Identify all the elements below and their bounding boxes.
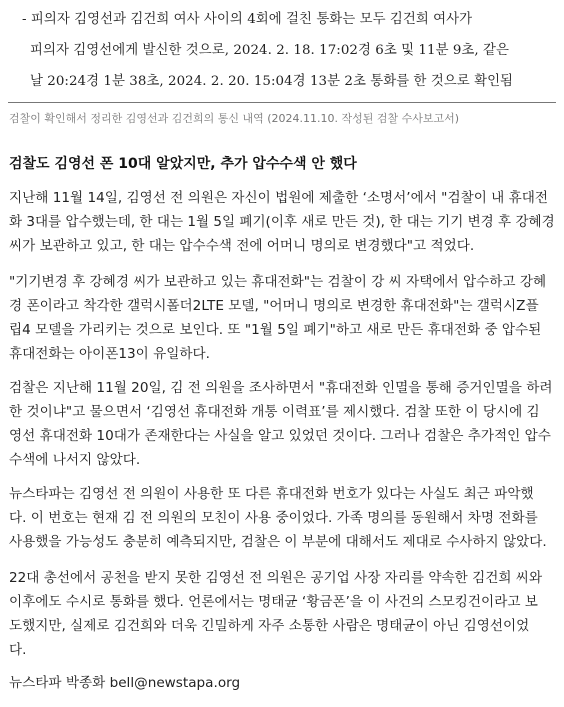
author-byline: 뉴스타파 박종화 bell@newstapa.org <box>9 675 241 691</box>
paragraph-line: 한 것이냐"고 물으면서 ‘김영선 휴대전화 개통 이력표’를 제시했다. 검찰 또한 이 당시에 김 <box>9 404 540 420</box>
image-caption: 검찰이 확인해서 정리한 김영선과 김건희의 통신 내역 (2024.11.10. 작성된 검찰 수사보고서) <box>9 112 460 125</box>
article-paragraph <box>9 566 555 662</box>
section-heading: 검찰도 김영선 폰 10대 알았지만, 추가 압수수색 안 했다 <box>9 156 357 172</box>
paragraph-line: 휴대전화는 아이폰13이 유일하다. <box>9 346 210 362</box>
paragraph-line: 화 3대를 압수했는데, 한 대는 1월 5일 폐기(이후 새로 만든 것), 한 대는 기기 변경 후 강혜경 <box>9 214 555 230</box>
paragraph-line: 사용했을 가능성도 충분히 예측되지만, 검찰은 이 부분에 대해서도 제대로 수사하지 않았다. <box>9 534 547 550</box>
paragraph-line: 수색에 나서지 않았다. <box>9 452 141 468</box>
document-line: - 피의자 김영선과 김건희 여사 사이의 4회에 걸친 통화는 모두 김건희 여사가 <box>22 12 473 27</box>
paragraph-line: 22대 총선에서 공천을 받지 못한 김영선 전 의원은 공기업 사장 자리를 약속한 김건희 씨와 <box>9 570 543 586</box>
document-line: 날 20:24경 1분 38초, 2024. 2. 20. 15:04경 13분 2초 통화를 한 것으로 확인됨 <box>30 74 514 89</box>
article-paragraph <box>9 186 555 258</box>
paragraph-line: 영선 휴대전화 10대가 존재한다는 사실을 알고 있었던 것이다. 그러나 검찰은 추가적인 압수 <box>9 428 551 444</box>
paragraph-line: 다. <box>9 642 27 658</box>
paragraph-line: 경 폰이라고 착각한 갤럭시폴더2LTE 모델, "어머니 명의로 변경한 휴대전화"는 갤럭시Z플 <box>9 298 539 314</box>
paragraph-line: 다. 이 번호는 현재 김 전 의원의 모친이 사용 중이었다. 가족 명의를 동원해서 차명 전화를 <box>9 510 538 526</box>
paragraph-line: 씨가 보관하고 있고, 한 대는 압수수색 전에 어머니 명의로 변경했다"고 적었다. <box>9 238 475 254</box>
paragraph-line: 뉴스타파는 김영선 전 의원이 사용한 또 다른 휴대전화 번호가 있다는 사실도 최근 파악했 <box>9 486 534 502</box>
paragraph-line: 이후에도 수시로 통화를 했다. 언론에서는 명태균 ‘황금폰’을 이 사건의 스모킹건이라고 보 <box>9 594 538 610</box>
article-paragraph <box>9 270 555 366</box>
paragraph-line: 립4 모델을 가리키는 것으로 보인다. 또 "1월 5일 폐기"하고 새로 만든 휴대전화 중 압수된 <box>9 322 542 338</box>
paragraph-line: "기기변경 후 강혜경 씨가 보관하고 있는 휴대전화"는 검찰이 강 씨 자택에서 압수하고 강혜 <box>9 274 547 290</box>
paragraph-line: 도했지만, 실제로 김건희와 더욱 긴밀하게 자주 소통한 사람은 명태균이 아닌 김영선이었 <box>9 618 530 634</box>
article-paragraph <box>9 482 555 554</box>
document-excerpt-image <box>8 0 556 103</box>
paragraph-line: 지난해 11월 14일, 김영선 전 의원은 자신이 법원에 제출한 ‘소명서’에서 "검찰이 내 휴대전 <box>9 190 549 206</box>
document-line: 피의자 김영선에게 발신한 것으로, 2024. 2. 18. 17:02경 6초 및 11분 9초, 같은 <box>30 43 510 58</box>
article-paragraph <box>9 376 555 472</box>
paragraph-line: 검찰은 지난해 11월 20일, 김 전 의원을 조사하면서 "휴대전화 인멸을 통해 증거인멸을 하려 <box>9 380 553 396</box>
